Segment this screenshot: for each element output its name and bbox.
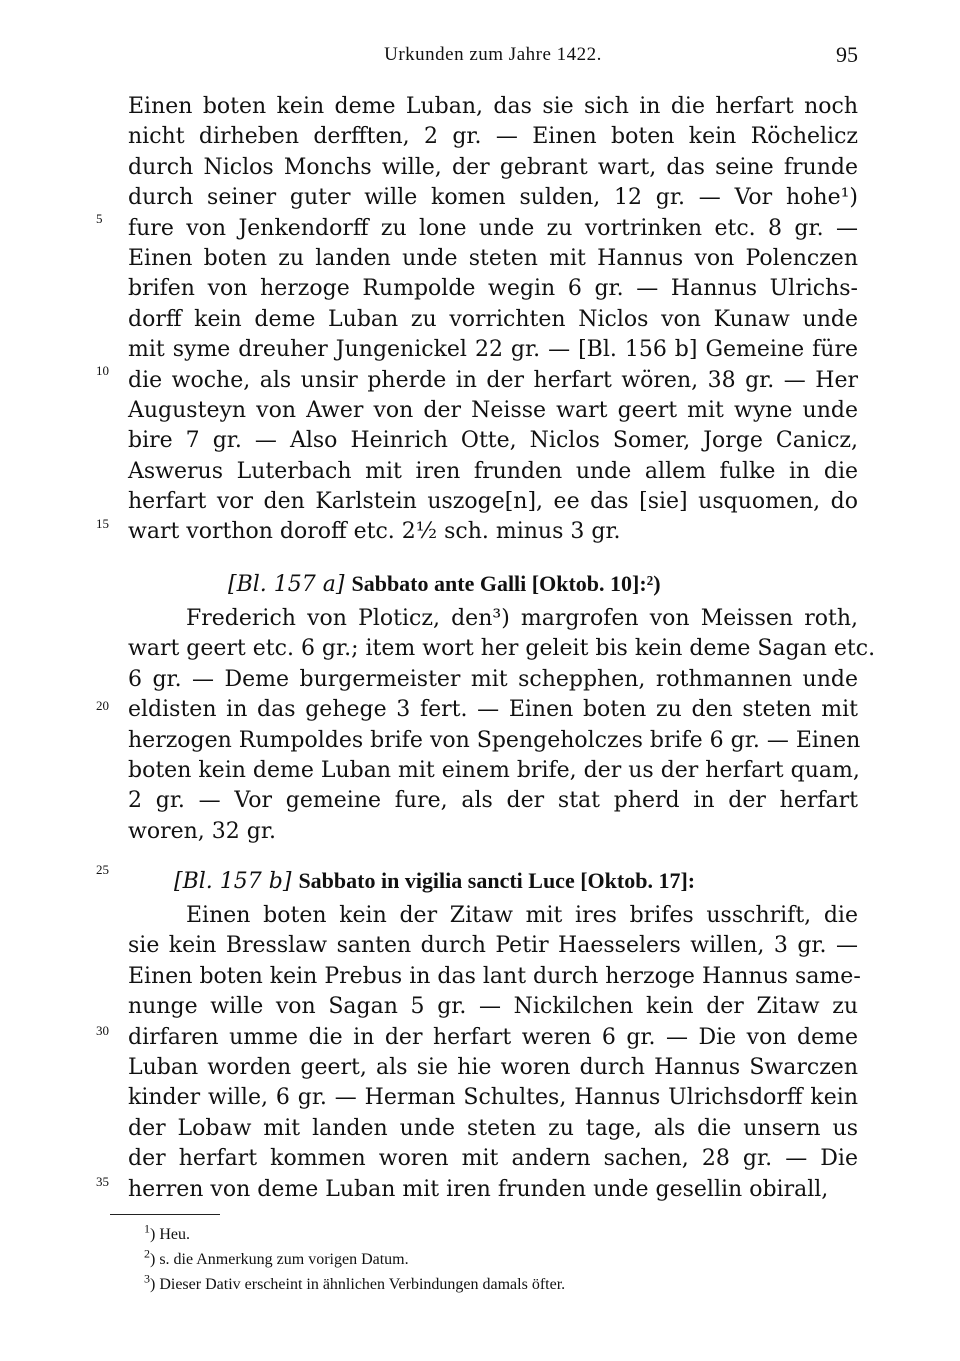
running-title: Urkunden zum Jahre 1422. xyxy=(384,44,602,65)
line-number: 5 xyxy=(96,211,103,226)
text-line: wart geert etc. 6 gr.; item wort her geleit bis kein deme Sagan etc. xyxy=(128,636,876,662)
line-number: 15 xyxy=(96,516,109,531)
text-line: kinder wille, 6 gr. — Herman Schultes, Hannus Ulrichsdorff kein xyxy=(128,1085,858,1111)
section-3 xyxy=(128,861,861,1205)
section-heading-text: Sabbato in vigilia sancti Luce [Oktob. 17]: xyxy=(298,868,696,893)
footnote-rule xyxy=(110,1214,220,1215)
text-line: durch Niclos Monchs wille, der gebrant wart, das seine frunde xyxy=(128,154,858,180)
text-line: 2 gr. — Vor gemeine fure, als der stat pherd in der herfart xyxy=(128,788,858,814)
line-number: 25 xyxy=(96,862,109,877)
footnote-text: s. die Anmerkung zum vorigen Datum. xyxy=(159,1251,409,1268)
section-2 xyxy=(128,564,876,847)
footnote-paren: ) xyxy=(150,1251,160,1268)
section-heading-text: Sabbato ante Galli [Oktob. 10]:²) xyxy=(351,571,661,596)
text-line: durch seiner guter wille komen sulden, 12 gr. — Vor hohe¹) xyxy=(128,185,858,211)
text-line: der herfart kommen woren mit andern sachen, 28 gr. — Die xyxy=(128,1146,858,1172)
text-line: herfart vor den Karlstein uszoge[n], ee das [sie] usquomen, do xyxy=(128,489,858,515)
footnote-mark: 2 xyxy=(144,1246,150,1261)
text-line: Einen boten kein Prebus in das lant durch herzoge Hannus same- xyxy=(128,963,861,989)
text-line: 6 gr. — Deme burgermeister mit schepphen, rothmannen unde xyxy=(128,666,858,692)
section-2-body xyxy=(128,604,876,847)
text-line: dorff kein deme Luban zu vorrichten Niclos von Kunaw unde xyxy=(128,306,858,332)
section-3-body xyxy=(128,901,861,1205)
text-line: nunge wille von Sagan 5 gr. — Nickilchen kein der Zitaw zu xyxy=(128,994,858,1020)
text-line: dirfaren umme die in der herfart weren 6 gr. — Die von deme xyxy=(128,1024,858,1050)
footnote-text: Heu. xyxy=(159,1226,190,1243)
line-number: 10 xyxy=(96,363,109,378)
text-line: mit syme dreuher Jungenickel 22 gr. — [Bl. 156 b] Gemeine füre xyxy=(128,337,858,363)
section-2-heading xyxy=(128,564,858,604)
text-line: Aswerus Luterbach mit iren frunden unde allem fulke in die xyxy=(128,458,858,484)
footnotes xyxy=(144,1222,844,1297)
section-3-heading xyxy=(128,861,858,901)
folio-reference: [Bl. 157 a] xyxy=(228,572,345,597)
text-line: herren von deme Luban mit iren frunden unde gesellin obirall, xyxy=(128,1176,829,1202)
footnote-paren: ) xyxy=(150,1276,160,1293)
text-line: Einen boten zu landen unde steten mit Hannus von Polenczen xyxy=(128,245,858,271)
footnote xyxy=(144,1247,844,1272)
line-number: 20 xyxy=(96,698,109,713)
text-line: brifen von herzoge Rumpolde wegin 6 gr. — Hannus Ulrichs- xyxy=(128,276,858,302)
text-line: fure von Jenkendorff zu lone unde zu vortrinken etc. 8 gr. — xyxy=(128,215,858,241)
footnote xyxy=(144,1222,844,1247)
text-line: Frederich von Ploticz, den³) margrofen von Meissen roth, xyxy=(186,606,858,631)
text-line: herzogen Rumpoldes brife von Spengeholczes brife 6 gr. — Einen xyxy=(128,727,861,753)
text-line: der Lobaw mit landen unde steten zu tage, als die unsern us xyxy=(128,1115,858,1141)
footnote-mark: 1 xyxy=(144,1221,150,1236)
footnote xyxy=(144,1272,844,1297)
footnote-paren: ) xyxy=(150,1226,160,1243)
text-line: wart vorthon doroff etc. 2½ sch. minus 3 gr. xyxy=(128,519,621,545)
footnote-text: Dieser Dativ erscheint in ähnlichen Verbindungen damals öfter. xyxy=(159,1276,566,1293)
text-line: woren, 32 gr. xyxy=(128,818,276,844)
folio-reference: [Bl. 157 b] xyxy=(174,869,292,894)
footnote-mark: 3 xyxy=(144,1271,150,1286)
text-line: bire 7 gr. — Also Heinrich Otte, Niclos Somer, Jorge Canicz, xyxy=(128,428,858,454)
text-line: nicht dirheben derfften, 2 gr. — Einen boten kein Röchelicz xyxy=(128,124,858,150)
text-line: Augusteyn von Awer von der Neisse wart geert mit wyne unde xyxy=(128,397,858,423)
text-line: Einen boten kein deme Luban, das sie sich in die herfart noch xyxy=(128,94,858,119)
page-number: 95 xyxy=(836,42,858,67)
page-header xyxy=(128,40,858,80)
text-line: boten kein deme Luban mit einem brife, der us der herfart quam, xyxy=(128,757,860,783)
text-line: Einen boten kein der Zitaw mit ires brifes usschrift, die xyxy=(186,903,858,928)
text-line: sie kein Bresslaw santen durch Petir Haesselers willen, 3 gr. — xyxy=(128,933,858,959)
line-number: 30 xyxy=(96,1023,109,1038)
text-line: die woche, als unsir pherde in der herfart wören, 38 gr. — Her xyxy=(128,367,858,393)
text-line: Luban worden geert, als sie hie woren durch Hannus Swarczen xyxy=(128,1054,858,1080)
text-line: eldisten in das gehege 3 fert. — Einen boten zu den steten mit xyxy=(128,697,858,723)
section-1-body xyxy=(128,92,858,548)
line-number: 35 xyxy=(96,1174,109,1189)
